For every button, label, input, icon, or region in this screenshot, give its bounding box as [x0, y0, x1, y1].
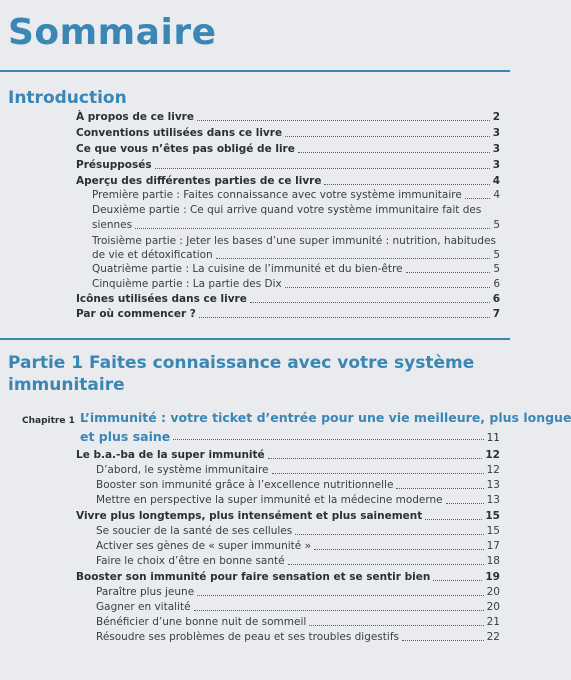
page-title: Sommaire — [8, 12, 217, 53]
toc-entry: Booster son immunité pour faire sensation et se sentir bien 19 — [76, 571, 500, 583]
toc-subentry: Se soucier de la santé de ses cellules 15 — [96, 525, 500, 537]
toc-entry: Par où commencer ? 7 — [76, 308, 500, 320]
toc-entry: Vivre plus longtemps, plus intensément et plus sainement 15 — [76, 510, 500, 522]
toc-entry: Conventions utilisées dans ce livre 3 — [76, 127, 500, 139]
toc-subentry: Quatrième partie : La cuisine de l’immunité et du bien-être 5 — [92, 263, 500, 275]
toc-subentry-line1: Troisième partie : Jeter les bases d’une super immunité : nutrition, habitudes — [92, 235, 496, 247]
chapter-title-line2: et plus saine 11 — [80, 429, 500, 444]
toc-subentry: Gagner en vitalité 20 — [96, 601, 500, 613]
toc-subentry: Bénéficier d’une bonne nuit de sommeil 21 — [96, 616, 500, 628]
part-heading: Partie 1 Faites connaissance avec votre système immunitaire — [8, 353, 475, 395]
toc-entry: Le b.a.-ba de la super immunité 12 — [76, 449, 500, 461]
toc-entry: À propos de ce livre 2 — [76, 111, 500, 123]
toc-subentry: D’abord, le système immunitaire 12 — [96, 464, 500, 476]
toc-entry: Présupposés 3 — [76, 159, 500, 171]
toc-subentry: Première partie : Faites connaissance avec votre système immunitaire 4 — [92, 189, 500, 201]
toc-subentry: Faire le choix d’être en bonne santé 18 — [96, 555, 500, 567]
toc-entry: Icônes utilisées dans ce livre 6 — [76, 293, 500, 305]
intro-heading: Introduction — [8, 88, 127, 108]
toc-subentry: Paraître plus jeune 20 — [96, 586, 500, 598]
toc-subentry: Activer ses gènes de « super immunité » 17 — [96, 540, 500, 552]
chapter-label: Chapitre 1 — [22, 416, 75, 426]
toc-subentry-line1: Deuxième partie : Ce qui arrive quand votre système immunitaire fait des — [92, 204, 482, 216]
toc-subentry: Résoudre ses problèmes de peau et ses troubles digestifs 22 — [96, 631, 500, 643]
divider — [0, 338, 510, 340]
toc-subentry: Cinquième partie : La partie des Dix 6 — [92, 278, 500, 290]
toc-subentry: siennes 5 — [92, 219, 500, 231]
chapter-title-line1: L’immunité : votre ticket d’entrée pour une vie meilleure, plus longue — [80, 410, 571, 425]
toc-subentry: Booster son immunité grâce à l’excellence nutritionnelle 13 — [96, 479, 500, 491]
toc-entry: Aperçu des différentes parties de ce livre 4 — [76, 175, 500, 187]
divider — [0, 70, 510, 72]
toc-subentry: de vie et détoxification 5 — [92, 249, 500, 261]
toc-subentry: Mettre en perspective la super immunité et la médecine moderne 13 — [96, 494, 500, 506]
toc-entry: Ce que vous n’êtes pas obligé de lire 3 — [76, 143, 500, 155]
